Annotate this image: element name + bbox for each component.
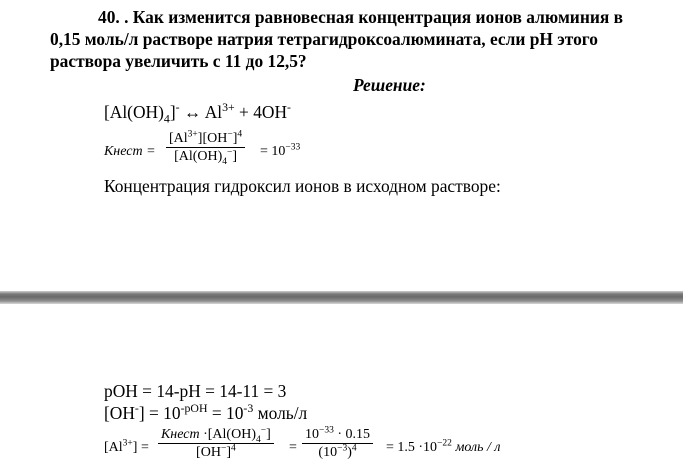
oh-c: = 10: [207, 403, 244, 423]
kinst-fraction: [166, 129, 245, 167]
kinst-fraction-bar: [166, 147, 245, 148]
al-lhs: [Al: [104, 440, 123, 455]
kinst-label: Кнест =: [104, 144, 156, 159]
eq-lhs-sub: 4: [163, 111, 170, 126]
al-f2-numerator: [302, 425, 373, 442]
al-f1-den-sup: −: [220, 443, 227, 454]
al-f2-num-b: · 0.15: [333, 427, 371, 442]
al-calc-result: [386, 438, 501, 455]
kinst-num-a: [Al: [169, 131, 188, 146]
al-f1-num-c: ]: [266, 427, 271, 442]
question-line-2: 0,15 моль/л растворе натрия тетрагидроксоалюмината, если pH этого: [50, 29, 598, 49]
eq-oh-sup: -: [287, 100, 291, 115]
al-f1-denominator: [158, 443, 274, 460]
al-calc-lhs: [104, 438, 149, 455]
kinst-denominator: [166, 147, 245, 167]
question-line-1: 40. . Как изменится равновесная концентрация ионов алюминия в: [98, 7, 624, 27]
kinst-den-sup: −: [227, 147, 233, 158]
kinst-den-sub: 4: [222, 156, 228, 167]
al-f1-num-sub: 4: [255, 434, 261, 445]
al-result-base: = 1.5 ·10: [386, 440, 438, 455]
eq-al-sup: 3+: [222, 100, 235, 115]
oh-b-sup: -pOH: [180, 401, 208, 416]
kinst-den-c: ]: [232, 149, 238, 164]
oh-concentration-line: [104, 401, 308, 423]
al-f1-num-b: ·[Al(OH): [199, 427, 256, 442]
al-f2-num-sup: −33: [319, 425, 334, 436]
kinst-result-base: = 10: [260, 144, 286, 159]
kinst-result: [260, 142, 301, 159]
al-f2-den-b: ): [347, 445, 352, 460]
al-result-unit: моль / л: [451, 440, 501, 455]
eq-lhs-close: ]: [169, 102, 176, 122]
equilibrium-equation: [104, 100, 291, 126]
al-result-sup: −22: [437, 438, 452, 449]
concentration-text: Концентрация гидроксил ионов в исходном растворе:: [104, 176, 501, 196]
oh-c-sup: -3: [243, 401, 254, 416]
eq-rhs: + 4OH: [234, 102, 288, 122]
al-f2-den-sup: −3: [337, 443, 348, 454]
al-f1-den-a: [OH: [196, 445, 221, 460]
al-lhs-close: ] =: [132, 440, 149, 455]
oh-b: ] = 10: [138, 403, 181, 423]
al-f1-den-sup2: 4: [230, 443, 236, 454]
al-f2-num-a: 10: [305, 427, 319, 442]
kinst-num-c-sup: 4: [237, 129, 243, 140]
oh-a-sup: -: [134, 401, 139, 416]
al-f2-denominator: [302, 443, 373, 460]
kinst-numerator: [166, 129, 245, 146]
kinst-result-sup: −33: [285, 142, 301, 153]
oh-d: моль/л: [253, 403, 308, 423]
kinst-num-b: ][OH: [197, 131, 228, 146]
eq-lhs-sup: -: [175, 100, 180, 115]
poh-line: pOH = 14-pH = 14-11 = 3: [104, 381, 287, 401]
page-divider: [0, 291, 683, 304]
kinst-num-c: ]: [232, 131, 238, 146]
al-f1-numerator: [158, 425, 274, 445]
solution-heading: Решение:: [353, 75, 426, 95]
kinst-num-a-sup: 3+: [187, 129, 198, 140]
al-f1-num-a: Кнест: [161, 427, 200, 442]
oh-a: [OH: [104, 403, 135, 423]
al-f2-den-a: (10: [318, 445, 338, 460]
al-f1-num-sup: −: [260, 425, 267, 436]
al-f2-den-sup2: 4: [351, 443, 357, 454]
al-calc-fraction-1: [158, 425, 274, 460]
eq-arrow: ↔ Al: [179, 102, 223, 122]
al-calc-eq-1: =: [289, 440, 297, 455]
eq-lhs: [Al(OH): [104, 102, 164, 122]
al-calc-fraction-2: [302, 425, 373, 460]
al-f1-den-b: ]: [226, 445, 231, 460]
al-lhs-sup: 3+: [122, 438, 133, 449]
kinst-num-b-sup: −: [227, 129, 233, 140]
question-line-3: раствора увеличить с 11 до 12,5?: [50, 51, 307, 71]
kinst-den-a: [Al(OH): [174, 149, 223, 164]
